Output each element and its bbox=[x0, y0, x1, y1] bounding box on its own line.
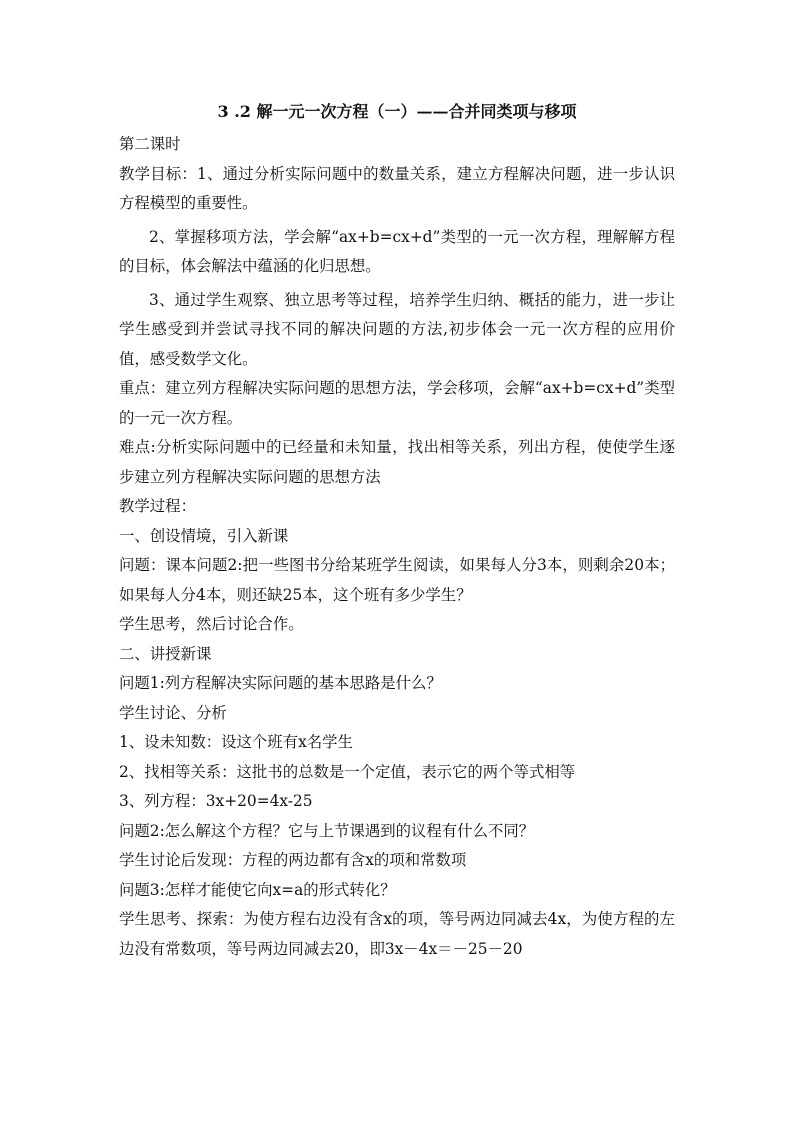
section-heading-1: 一、创设情境，引入新课 bbox=[119, 526, 289, 545]
question-3: 问题3:怎样才能使它向x=a的形式转化？ bbox=[119, 880, 396, 899]
finding: 学生讨论后发现：方程的两边都有含x的项和常数项 bbox=[119, 851, 467, 869]
question-1: 问题1:列方程解决实际问题的基本思路是什么？ bbox=[119, 674, 442, 692]
discussion-label: 学生讨论、分析 bbox=[119, 703, 227, 722]
document-title: 3 .2 解一元一次方程（一）——合并同类项与移项 bbox=[217, 102, 577, 121]
student-think: 学生思考，然后讨论合作。 bbox=[119, 615, 304, 633]
exploration: 学生思考、探索：为使方程右边没有含x的项，等号两边同减去4x，为使方程的左边没有常数项，等号两边同减去20，即3x－4x＝－25－20 bbox=[119, 910, 675, 958]
key-point: 重点：建立列方程解决实际问题的思想方法，学会移项，会解“ax+b=cx+d”类型的一元一次方程。 bbox=[119, 379, 675, 427]
process-heading: 教学过程： bbox=[119, 497, 196, 515]
objective-3: 3、通过学生观察、独立思考等过程，培养学生归纳、概括的能力，进一步让学生感受到并尝试寻找不同的解决问题的方法,初步体会一元一次方程的应用价值，感受数学文化。 bbox=[119, 290, 675, 368]
objective-2: 2、掌握移项方法，学会解“ax+b=cx+d”类型的一元一次方程，理解解方程的目标，体会解法中蕴涵的化归思想。 bbox=[119, 227, 675, 275]
problem-intro: 问题：课本问题2:把一些图书分给某班学生阅读，如果每人分3本，则剩余20本；如果每人分4本，则还缺25本，这个班有多少学生？ bbox=[119, 556, 675, 604]
question-2: 问题2:怎么解这个方程？它与上节课遇到的议程有什么不同？ bbox=[119, 821, 535, 840]
objective-1: 教学目标：1、通过分析实际问题中的数量关系，建立方程解决问题，进一步认识方程模型的重要性。 bbox=[119, 164, 675, 212]
section-heading-2: 二、讲授新课 bbox=[119, 644, 212, 663]
lesson-label: 第二课时 bbox=[119, 135, 181, 153]
step-3: 3、列方程：3x+20=4x-25 bbox=[119, 792, 313, 810]
step-1: 1、设未知数：设这个班有x名学生 bbox=[119, 733, 353, 751]
document-body bbox=[119, 130, 675, 964]
difficulty: 难点:分析实际问题中的已经量和未知量，找出相等关系，列出方程，使使学生逐步建立列方程解决实际问题的思想方法 bbox=[119, 438, 675, 486]
step-2: 2、找相等关系：这批书的总数是一个定值，表示它的两个等式相等 bbox=[119, 762, 576, 781]
